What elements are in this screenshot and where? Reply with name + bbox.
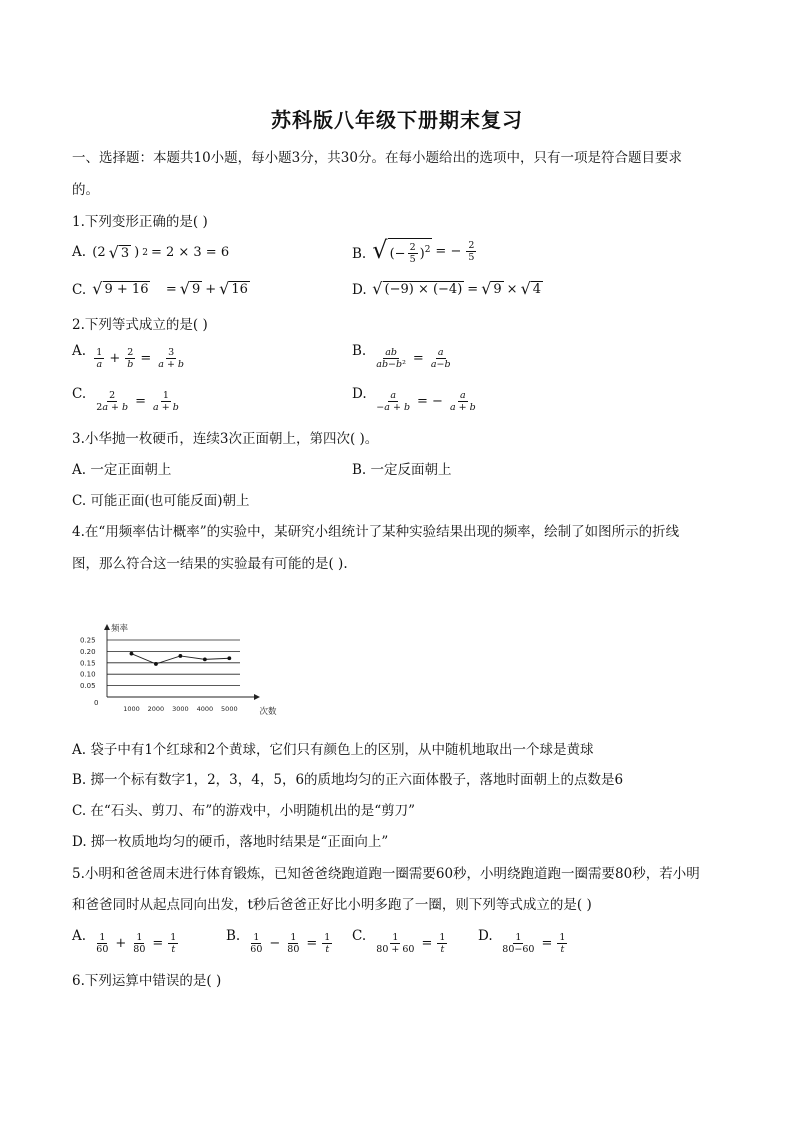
q5-stem-line2: 和爸爸同时从起点同向出发，t秒后爸爸正好比小明多跑了一圈，则下列等式成立的是( ) [72, 897, 592, 913]
q5-a-letter: A. [72, 928, 87, 944]
data-point-1 [154, 662, 158, 666]
data-point-3 [203, 657, 207, 661]
q2-option-b [352, 343, 455, 370]
q4-option-c: C. 在“石头、剪刀、布”的游戏中，小明随机出的是“剪刀” [72, 803, 416, 819]
q2-c-expression: $\frac{2}{2a + b}$ = $\frac{1}{a + b}$ [96, 390, 179, 413]
q3-option-b: B. 一定反面朝上 [352, 462, 452, 478]
x-axis-arrow [254, 694, 260, 700]
frequency-line-chart [72, 612, 277, 722]
x-tick-label-1: 2000 [147, 705, 165, 713]
y-tick-label-5: 0 [94, 699, 99, 707]
q5-b-letter: B. [226, 928, 241, 944]
q3-option-c: C. 可能正面(也可能反面)朝上 [72, 493, 250, 509]
chart-y-ticks [80, 623, 129, 707]
q5-c-letter: C. [352, 928, 367, 944]
q5-d-expression: $\frac{1}{80-60}$ = $\frac{1}{t}$ [502, 932, 566, 955]
x-tick-label-0: 1000 [123, 705, 140, 713]
y-tick-label-4: 0.05 [80, 682, 96, 691]
q4-option-a: A. 袋子中有1个红球和2个黄球，它们只有颜色上的区别，从中随机地取出一个球是黄球 [72, 742, 594, 758]
q5-option-d [478, 928, 569, 955]
q1-d-expression: √ (−9) × (−4) = √ 9 × √ 4 [372, 279, 542, 298]
q2-a-expression: $\frac{1}{a}$ + $\frac{2}{b}$ = $\frac{3}{a + b}$ [96, 347, 185, 370]
q3-option-a: A. 一定正面朝上 [72, 462, 172, 478]
x-axis-label: 次数 [259, 707, 277, 717]
q2-d-letter: D. [352, 386, 367, 402]
q2-stem: 2.下列等式成立的是( ) [72, 317, 208, 333]
q2-option-a [72, 343, 188, 370]
q2-option-d [352, 386, 480, 413]
q1-option-b [352, 238, 478, 265]
q3-stem: 3.小华抛一枚硬币，连续3次正面朝上，第四次( )。 [72, 431, 379, 447]
q4-stem-line2: 图，那么符合这一结果的实验最有可能的是( ). [72, 556, 348, 572]
y-tick-label-0: 0.25 [80, 636, 96, 645]
q5-a-expression: $\frac{1}{60}$ + $\frac{1}{80}$ = $\frac{1}{t}$ [96, 932, 177, 955]
q5-option-c [352, 928, 449, 955]
section-heading-line1: 一、选择题：本题共10小题，每小题3分，共30分。在每小题给出的选项中，只有一项是符合题目要求 [72, 150, 682, 166]
data-point-4 [227, 656, 231, 660]
y-tick-label-3: 0.10 [80, 670, 96, 679]
q6-stem: 6.下列运算中错误的是( ) [72, 973, 222, 989]
chart-x-ticks [123, 705, 277, 717]
q1-a-letter: A. [72, 244, 87, 260]
q1-b-letter: B. [352, 246, 367, 262]
chart-series [130, 652, 232, 666]
q5-c-expression: $\frac{1}{80 + 60}$ = $\frac{1}{t}$ [376, 932, 446, 955]
q1-option-c [72, 281, 250, 298]
q2-c-letter: C. [72, 386, 87, 402]
q1-option-d [352, 281, 543, 298]
q1-option-a [72, 244, 229, 261]
x-tick-label-3: 4000 [196, 705, 214, 713]
q2-option-c [72, 386, 183, 413]
q1-c-expression: √ 9 + 16 = √ 9 + √ 16 [92, 279, 248, 298]
q2-b-expression: $\frac{ab}{\text{ab−b²}}$ = $\frac{a}{a-b}$ [376, 347, 451, 370]
q5-d-letter: D. [478, 928, 493, 944]
q1-a-expression: (2 √ 3 ) 2 = 2 × 3 = 6 [92, 242, 230, 262]
y-tick-label-1: 0.20 [80, 647, 96, 656]
data-point-0 [130, 652, 134, 656]
x-tick-label-4: 5000 [221, 705, 238, 713]
q5-stem-line1: 5.小明和爸爸周末进行体育锻炼，已知爸爸绕跑道跑一圈需要60秒，小明绕跑道跑一圈需要80秒，若小明 [72, 866, 700, 882]
section-heading-line2: 的。 [72, 182, 99, 198]
q5-option-a [72, 928, 180, 955]
y-axis-arrow [104, 624, 110, 630]
q2-d-expression: $\frac{a}{-a + b}$ = − $\frac{a}{a + b}$ [376, 390, 476, 413]
q4-stem-line1: 4.在“用频率估计概率”的实验中，某研究小组统计了某种实验结果出现的频率，绘制了如图所示的折线 [72, 524, 680, 540]
y-axis-label: 频率 [111, 624, 129, 634]
q1-d-letter: D. [352, 282, 367, 298]
chart-grid [104, 624, 260, 700]
y-tick-label-2: 0.15 [80, 659, 96, 668]
q2-a-letter: A. [72, 343, 87, 359]
q1-c-letter: C. [72, 282, 87, 298]
q2-b-letter: B. [352, 343, 367, 359]
q5-option-b [226, 928, 334, 955]
page-title: 苏科版八年级下册期末复习 [271, 108, 523, 132]
q5-b-expression: $\frac{1}{60}$ − $\frac{1}{80}$ = $\frac{1}{t}$ [250, 932, 331, 955]
x-tick-label-2: 3000 [172, 705, 189, 713]
q1-b-expression: √ (− $\frac{2}{5}$ )$^2$ = − $\frac{2}{5}$ [372, 236, 475, 266]
q4-option-d: D. 掷一枚质地均匀的硬币，落地时结果是“正面向上” [72, 834, 389, 850]
q4-option-b: B. 掷一个标有数字1，2，3，4，5，6的质地均匀的正六面体骰子，落地时面朝上的点数是6 [72, 772, 624, 788]
q1-stem: 1.下列变形正确的是( ) [72, 214, 208, 230]
data-point-2 [178, 654, 182, 658]
